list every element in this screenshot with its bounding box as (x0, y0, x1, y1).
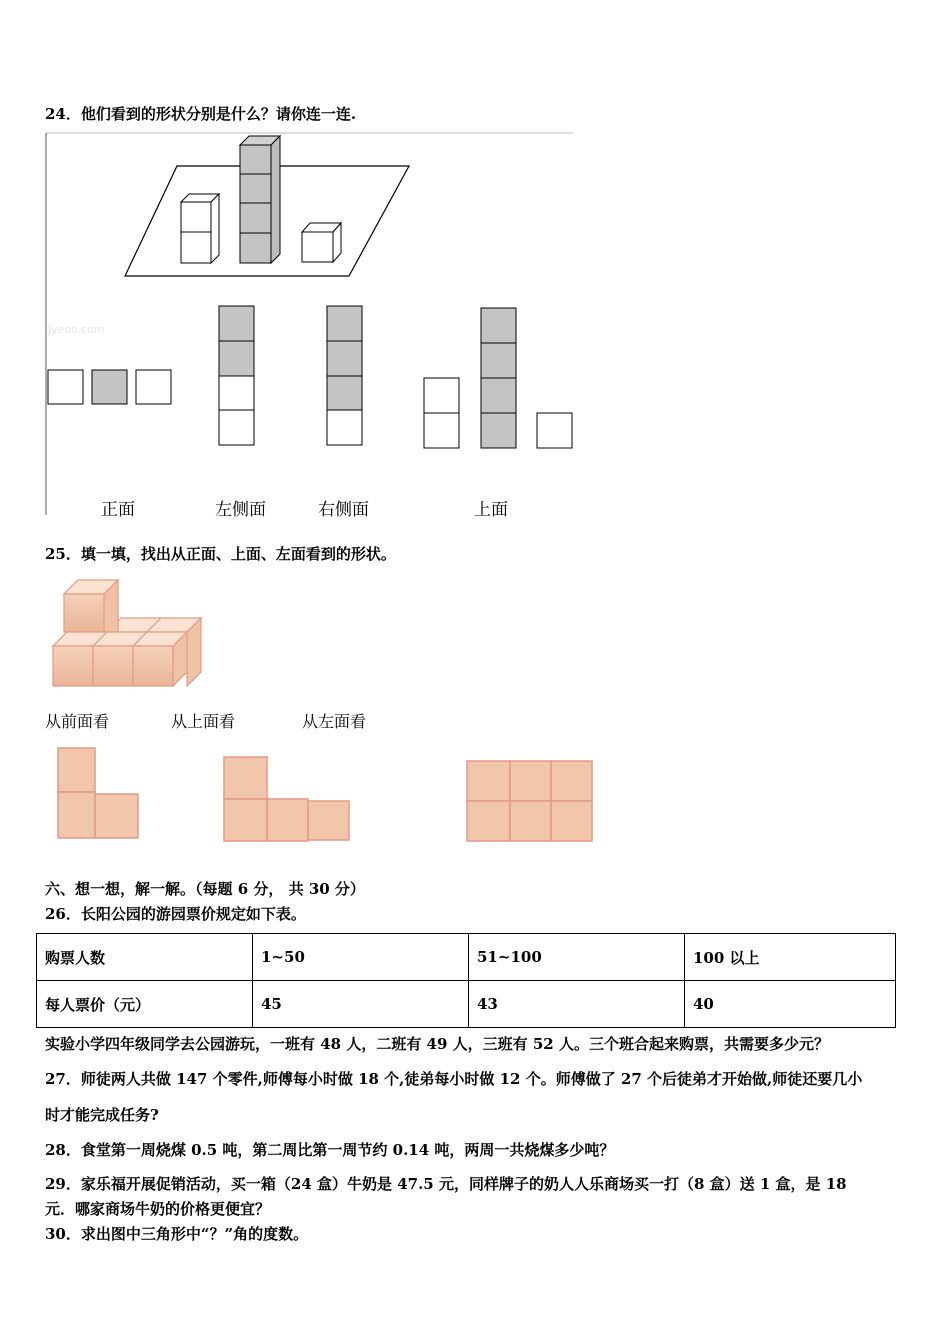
ticket-price-table (36, 933, 896, 1028)
left-view-shape (467, 761, 592, 841)
label-left-side: 左侧面 (215, 500, 266, 520)
view-label-top: 从上面看 (171, 712, 236, 731)
q28-text: 28．食堂第一周烧煤 0.5 吨，第二周比第一周节约 0.14 吨，两周一共烧煤多少吨？ (45, 1141, 615, 1159)
q24-text: 24．他们看到的形状分别是什么？请你连一连. (45, 105, 357, 123)
view-label-left: 从左面看 (302, 712, 367, 731)
table-row (37, 981, 896, 1028)
table-cell: 购票人数 (37, 934, 253, 981)
table-cell: 每人票价（元） (37, 981, 253, 1028)
table-cell: 1~50 (253, 934, 469, 981)
section-6-heading: 六、想一想，解一解。（每题 6 分， 共 30 分） (45, 880, 365, 898)
label-front: 正面 (101, 500, 135, 520)
top-view-shape (224, 757, 349, 841)
front-view-shape (58, 748, 138, 838)
q26-text: 26．长阳公园的游园票价规定如下表。 (45, 905, 306, 923)
table-cell: 51~100 (469, 934, 685, 981)
q27-line1: 27．师徒两人共做 147 个零件,师傅每小时做 18 个,徒弟每小时做 12 个。师傅做了 27 个后徒弟才开始做,师徒还要几小 (45, 1070, 863, 1088)
table-row (37, 934, 896, 981)
table-cell: 40 (685, 981, 896, 1028)
table-cell: 45 (253, 981, 469, 1028)
label-right-side: 右侧面 (318, 500, 369, 520)
watermark: jyeoo.com (48, 323, 105, 336)
view-label-front: 从前面看 (45, 712, 110, 731)
label-top: 上面 (474, 500, 508, 520)
q25-text: 25．填一填，找出从正面、上面、左面看到的形状。 (45, 545, 396, 563)
table-cell: 43 (469, 981, 685, 1028)
q29-line2: 元．哪家商场牛奶的价格更便宜？ (45, 1200, 271, 1218)
q30-text: 30．求出图中三角形中“？”角的度数。 (45, 1225, 309, 1243)
table-cell: 100 以上 (685, 934, 896, 981)
q27-line2: 时才能完成任务? (45, 1106, 159, 1124)
q29-line1: 29．家乐福开展促销活动，买一箱（24 盒）牛奶是 47.5 元，同样牌子的奶人人乐商场买一打（8 盒）送 1 盒，是 18 (45, 1175, 847, 1193)
q26-question: 实验小学四年级同学去公园游玩，一班有 48 人，二班有 49 人，三班有 52 人。三个班合起来购票，共需要多少元？ (45, 1035, 829, 1053)
